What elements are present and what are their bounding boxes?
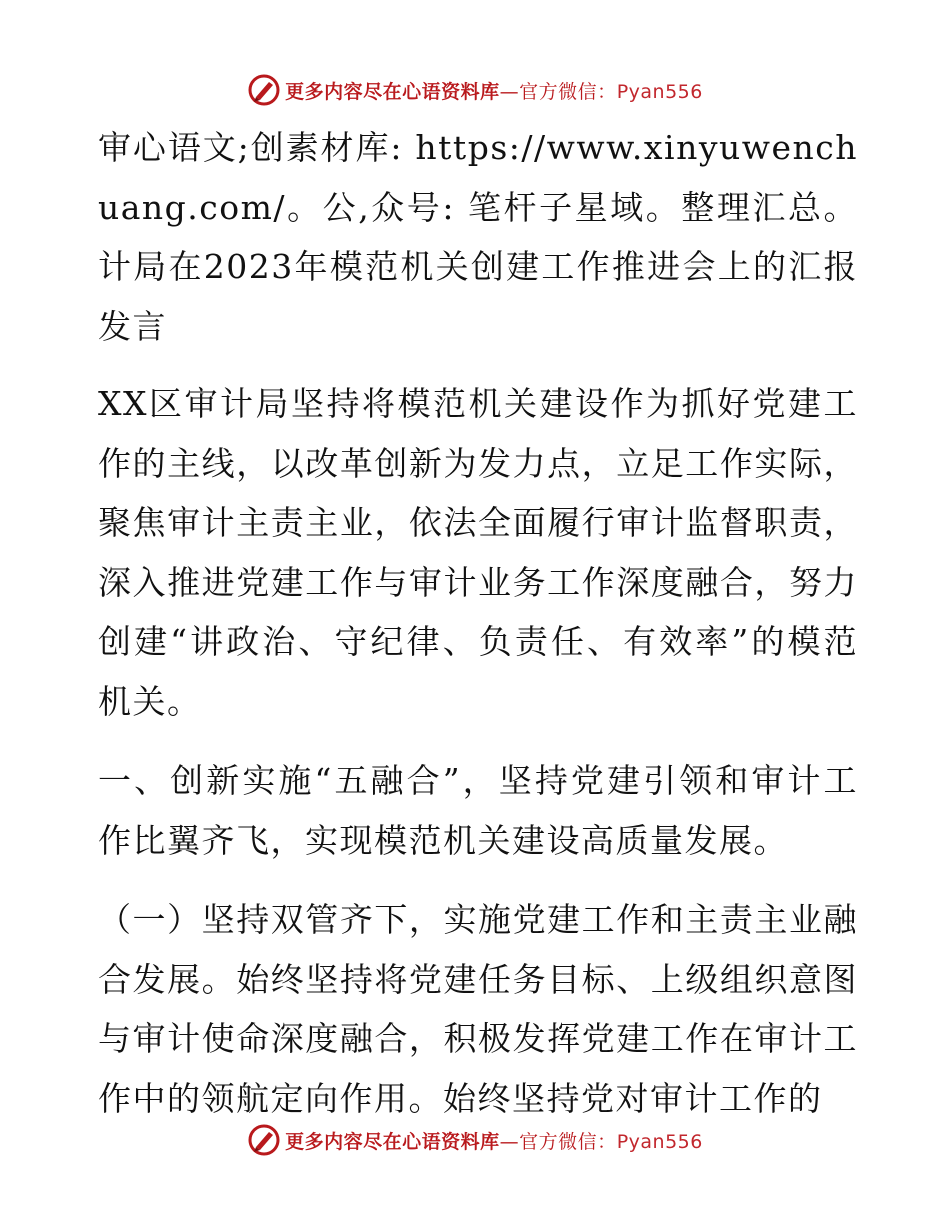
section-heading-1: 一、创新实施“五融合”，坚持党建引领和审计工作比翼齐飞，实现模范机关建设高质量发展。 [98, 761, 858, 860]
header-banner-text [285, 77, 703, 104]
footer-banner-text [285, 1127, 703, 1154]
header-banner-slogan: 更多内容尽在心语资料库 [285, 80, 500, 103]
header-banner-separator: — [499, 80, 520, 103]
body-paragraph-intro: XX区审计局坚持将模范机关建设作为抓好党建工作的主线，以改革创新为发力点，立足工作实际，聚焦审计主责主业，依法全面履行审计监督职责，深入推进党建工作与审计业务工作深度融合，努力创建“讲政治、守纪律、负责任、有效率”的模范机关。 [98, 384, 858, 721]
document-body [98, 118, 858, 1148]
footer-banner-wechat-id: Pyan556 [616, 1130, 703, 1153]
pen-logo-icon [247, 73, 281, 107]
header-banner-wechat-id: Pyan556 [616, 80, 703, 103]
footer-banner-slogan: 更多内容尽在心语资料库 [285, 1130, 500, 1153]
footer-banner-wechat-label: 官方微信： [519, 1130, 617, 1153]
document-title-paragraph: 审心语文;创素材库: https://www.xinyuwenchuang.com/。公,众号: 笔杆子星域。整理汇总。计局在2023年模范机关创建工作推进会上的汇报发言 [98, 128, 858, 346]
footer-banner-separator: — [499, 1130, 520, 1153]
header-banner [0, 70, 950, 110]
header-banner-wechat-label: 官方微信： [519, 80, 617, 103]
subsection-paragraph-1: （一）坚持双管齐下，实施党建工作和主责主业融合发展。始终坚持将党建任务目标、上级组织意图与审计使命深度融合，积极发挥党建工作在审计工作中的领航定向作用。始终坚持党对审计工作的 [98, 900, 858, 1118]
footer-banner [0, 1120, 950, 1160]
pen-logo-icon [247, 1123, 281, 1157]
